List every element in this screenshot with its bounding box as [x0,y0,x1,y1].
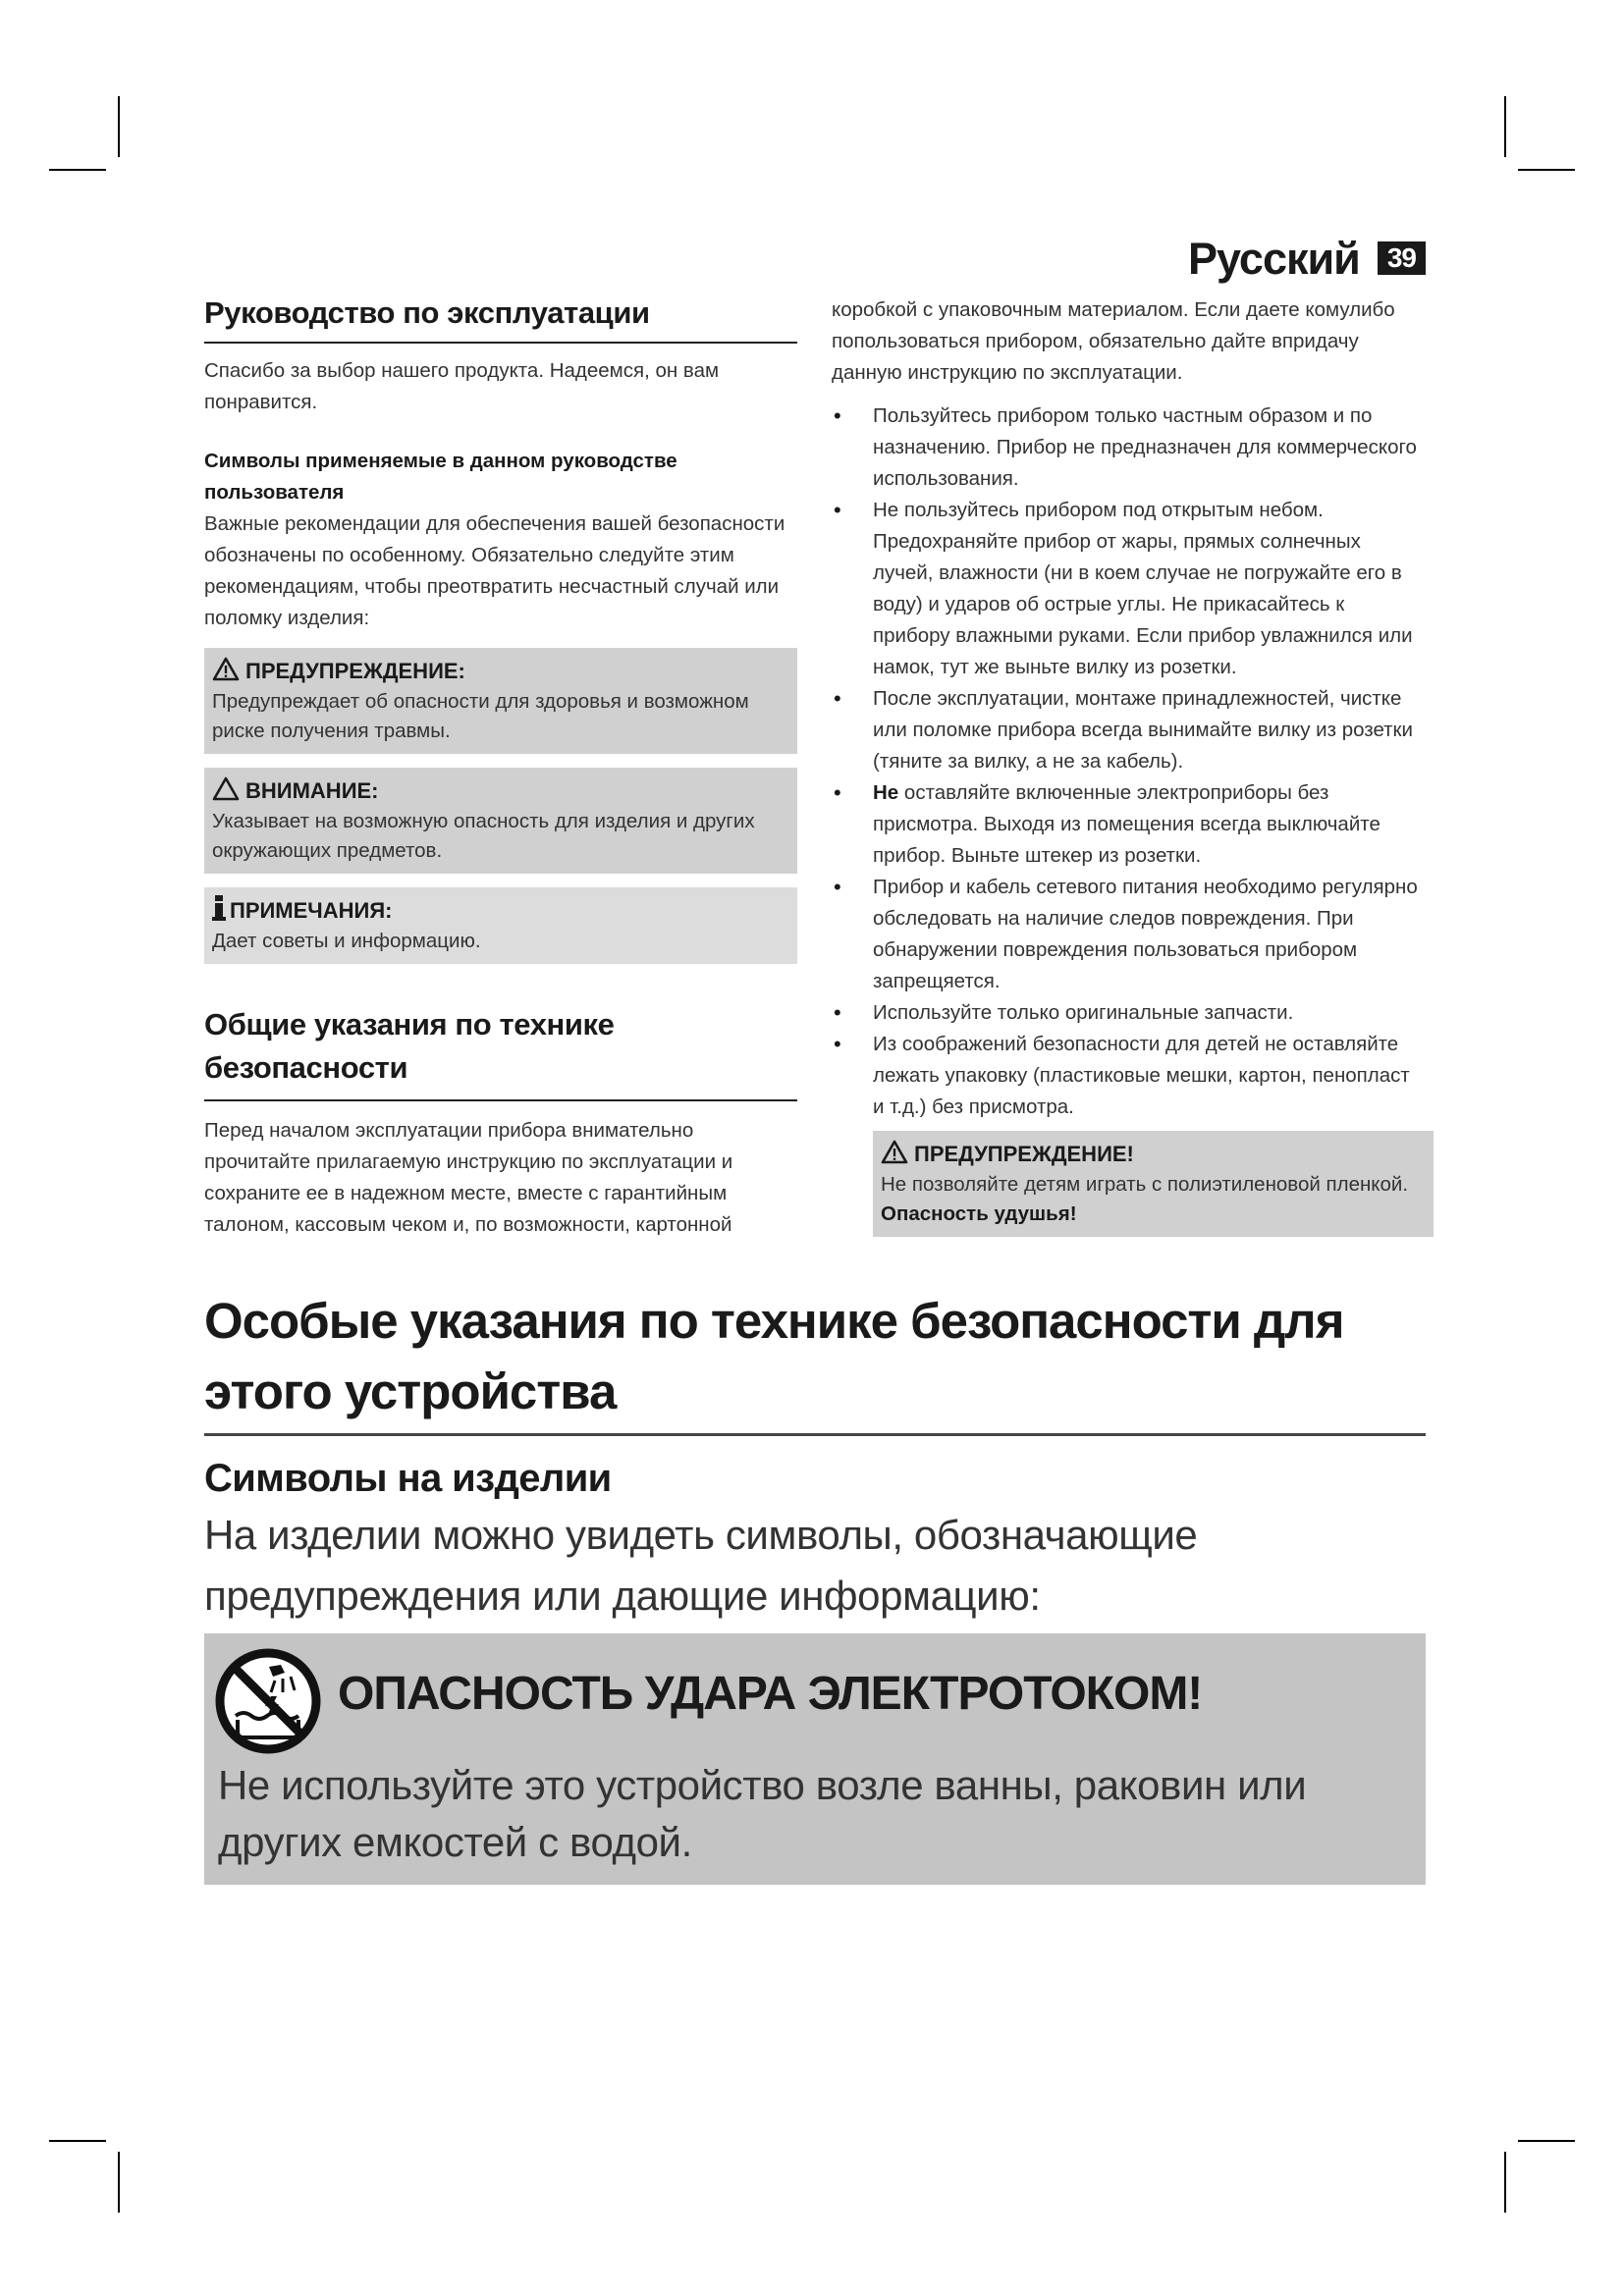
crop-mark [49,2140,106,2142]
product-symbols-heading: Символы на изделии [204,1457,612,1500]
warning-title [212,656,789,687]
special-safety-section [204,1286,1426,1627]
intro-text: Спасибо за выбор нашего продукта. Надеемся, он вам понравится. [204,359,720,413]
warning-box [204,648,797,754]
language-label: Русский [1188,234,1360,284]
page-number: 39 [1378,241,1426,275]
caution-text: Указывает на возможную опасность для изделия и других окружающих предметов. [212,810,755,862]
warning-text: Предупреждает об опасности для здоровья и возможном риске получения травмы. [212,690,749,742]
manual-title: Руководство по эксплуатации [204,294,797,344]
note-text: Дает советы и информацию. [212,930,481,952]
warning-title-text: ПРЕДУПРЕЖДЕНИЕ: [245,659,465,683]
electric-shock-text: Не используйте это устройство возле ванны, раковин или других емкостей с водой. [218,1762,1307,1865]
warning-triangle-icon [212,657,240,681]
list-item: • Из соображений безопасности для детей не оставляйте лежать упаковку (пластиковые мешки, картон, пенопласт и т.д.) без присмотра. [832,1029,1426,1123]
list-item: • Используйте только оригинальные запчасти. [832,997,1426,1029]
list-item: • Пользуйтесь прибором только частным образом и по назначению. Прибор не предназначен для коммерческого использования. [832,400,1426,495]
no-water-bath-icon [214,1647,322,1755]
list-item: • Не пользуйтесь прибором под открытым небом. Предохраняйте прибор от жары, прямых солнечных лучей, влажности (ни в коем случае не погружайте его в воду) и ударов об острые углы. Не прикасайтесь к прибору влажными руками. Если прибор увлажнился или намок, тут же выньте вилку из розетки. [832,495,1426,683]
product-symbols-text: На изделии можно увидеть символы, обозначающие предупреждения или дающие информацию: [204,1512,1198,1619]
crop-mark [49,169,106,171]
crop-mark [1504,96,1506,157]
note-title [212,895,789,927]
general-safety-text: Перед началом эксплуатации прибора внимательно прочитайте прилагаемую инструкцию по эксплуатации и сохраните ее в надежном месте, вместе с гарантийным талоном, кассовым чеком и, по возможности, картонной [204,1119,733,1236]
warning-triangle-icon [881,1140,908,1164]
info-icon [212,895,226,921]
symbols-heading: Символы применяемые в данном руководстве пользователя [204,450,677,504]
packaging-warning-title [881,1139,1426,1170]
caution-box [204,768,797,874]
left-column [204,294,797,1241]
continuation-text: коробкой с упаковочным материалом. Если даете комулибо попользоваться прибором, обязательно дайте впридачу данную инструкцию по эксплуатации. [832,298,1395,384]
crop-mark [118,96,120,157]
crop-mark [1518,169,1575,171]
crop-mark [1518,2140,1575,2142]
general-safety-heading: Общие указания по технике безопасности [204,1003,797,1101]
crop-mark [1504,2152,1506,2213]
bold-word: Не [873,781,899,804]
list-item [832,777,1426,872]
electric-shock-title: ОПАСНОСТЬ УДАРА ЭЛЕКТРОТОКОМ! [338,1668,1203,1720]
packaging-warning-body: Не позволяйте детям играть с полиэтиленовой пленкой. [881,1173,1409,1196]
suffocation-danger: Опасность удушья! [881,1202,1077,1225]
note-title-text: ПРИМЕЧАНИЯ: [230,898,393,923]
list-item: • Прибор и кабель сетевого питания необходимо регулярно обследовать на наличие следов повреждения. При обнаружении повреждения пользоваться прибором запрещяется. [832,872,1426,997]
packaging-warning-text [881,1170,1426,1229]
right-column [832,294,1426,1237]
page-header [1080,236,1426,283]
symbols-text: Важные рекомендации для обеспечения вашей безопасности обозначены по особенному. Обязательно следуйте этим рекомендациям, чтобы преотвратить несчастный случай или поломку изделия: [204,512,785,629]
bullet-text: оставляйте включенные электроприборы без присмотра. Выходя из помещения всегда выключайте прибор. Выньте штекер из розетки. [873,781,1380,867]
caution-title-text: ВНИМАНИЕ: [245,778,379,803]
caution-title [212,775,789,807]
crop-mark [118,2152,120,2213]
packaging-warning-title-text: ПРЕДУПРЕЖДЕНИЕ! [914,1142,1134,1166]
note-box [204,887,797,964]
list-item: • После эксплуатации, монтаже принадлежностей, чистке или поломке прибора всегда вынимайте вилку из розетки (тяните за вилку, а не за кабель). [832,683,1426,777]
special-safety-heading: Особые указания по технике безопасности для этого устройства [204,1286,1426,1436]
caution-triangle-icon [212,776,240,801]
packaging-warning-box [873,1131,1434,1237]
electric-shock-warning-box [204,1633,1426,1885]
safety-bullet-list [832,400,1426,1123]
